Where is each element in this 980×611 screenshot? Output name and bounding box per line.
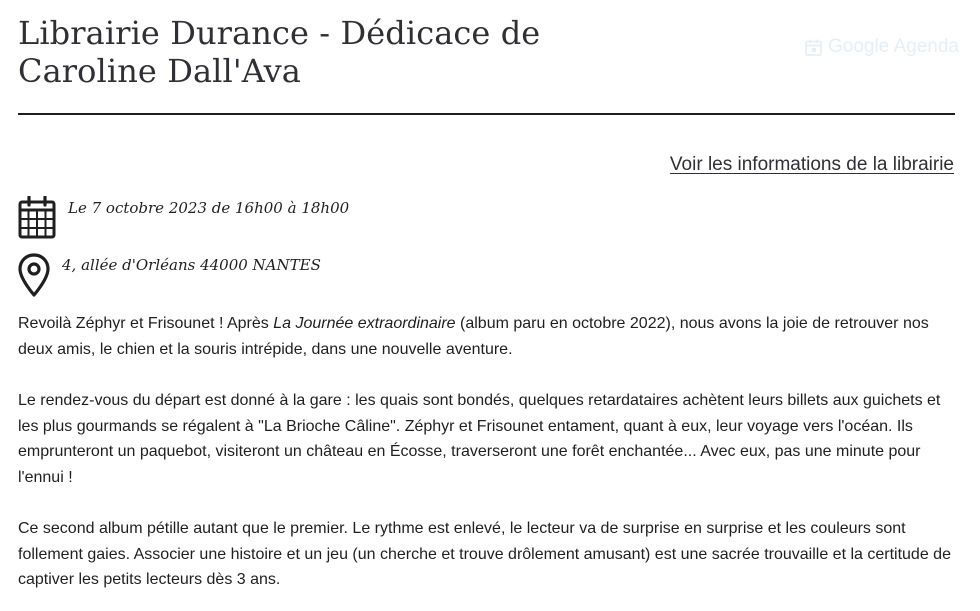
description-paragraph-1 — [18, 311, 958, 362]
description-paragraph-3: Ce second album pétille autant que le premier. Le rythme est enlevé, le lecteur va de surprise en surprise et les couleurs sont follement gaies. Associer une histoire et un jeu (un cherche et trouve drôlement amusant) est une sacrée trouvaille et la certitude de captiver les petits lecteurs dès 3 ans. — [18, 520, 951, 588]
event-description — [18, 311, 958, 611]
google-calendar-icon — [805, 39, 822, 56]
event-address: 4, allée d'Orléans 44000 NANTES — [62, 256, 321, 274]
library-info-link[interactable]: Voir les informations de la librairie — [669, 154, 954, 175]
calendar-icon — [18, 196, 56, 245]
description-paragraph-2: Le rendez-vous du départ est donné à la gare : les quais sont bondés, quelques retardataires achètent leurs billets aux guichets et les plus gourmands se régalent à "La Brioche Câline". Zéphyr et Frisounet entament, quant à eux, leur voyage vers l'océan. Ils emprunteront un paquebot, visiteront un château en Écosse, traverseront une forêt enchantée... Avec eux, pas une minute pour l'ennui ! — [18, 392, 941, 486]
book-title: La Journée extraordinaire — [273, 315, 456, 332]
event-date-row — [18, 196, 349, 245]
page-title: Librairie Durance - Dédicace de Caroline Dall'Ava — [18, 14, 541, 90]
event-date: Le 7 octobre 2023 de 16h00 à 18h00 — [68, 199, 350, 217]
description-text: Revoilà Zéphyr et Frisounet ! Après — [18, 315, 274, 332]
google-calendar-label: Google Agenda — [827, 36, 959, 57]
google-calendar-button[interactable] — [805, 36, 959, 58]
description-text: (album paru en octobre 2022), nous avons la joie de retrouver nos deux amis, le chien et la souris intrépide, dans une nouvelle aventure. — [18, 315, 929, 358]
event-address-row — [18, 253, 321, 302]
event-header — [18, 0, 959, 115]
location-pin-icon — [18, 253, 50, 302]
